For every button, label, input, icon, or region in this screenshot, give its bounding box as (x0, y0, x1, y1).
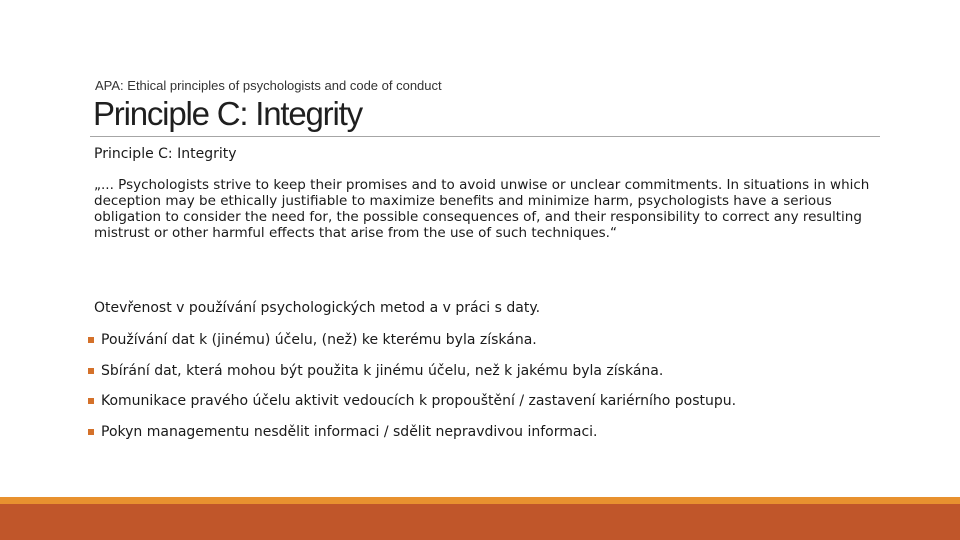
footer-bar-dark (0, 504, 960, 540)
slide-subtitle: APA: Ethical principles of psychologists and code of conduct (95, 78, 442, 93)
list-item (88, 330, 736, 350)
square-bullet-icon (88, 429, 94, 435)
section-heading: Principle C: Integrity (94, 146, 237, 162)
square-bullet-icon (88, 398, 94, 404)
square-bullet-icon (88, 368, 94, 374)
openness-heading: Otevřenost v používání psychologických metod a v práci s daty. (94, 300, 541, 316)
list-item (88, 422, 736, 442)
title-divider (90, 136, 880, 137)
square-bullet-icon (88, 337, 94, 343)
bullet-text: Sbírání dat, která mohou být použita k jinému účelu, než k jakému byla získána. (101, 362, 664, 379)
footer-bar-light (0, 497, 960, 504)
bullet-text: Používání dat k (jinému) účelu, (než) ke kterému byla získána. (101, 332, 537, 348)
list-item (88, 391, 736, 411)
list-item (88, 361, 736, 381)
bullet-text: Komunikace pravého účelu aktivit vedoucích k propouštění / zastavení kariérního postupu. (101, 393, 737, 409)
apa-quote: „... Psychologists strive to keep their promises and to avoid unwise or unclear commitments. In situations in which deception may be ethically justifiable to maximize benefits and minimize harm, psychologists have a serious obligation to consider the need for, the possible consequences of, and their responsibility to correct any resulting mistrust or other harmful effects that arise from the use of such techniques.“ (94, 177, 870, 241)
bullet-text: Pokyn managementu nesdělit informaci / sdělit nepravdivou informaci. (101, 423, 598, 440)
slide-title: Principle C: Integrity (93, 95, 362, 132)
bullet-list (88, 330, 736, 452)
